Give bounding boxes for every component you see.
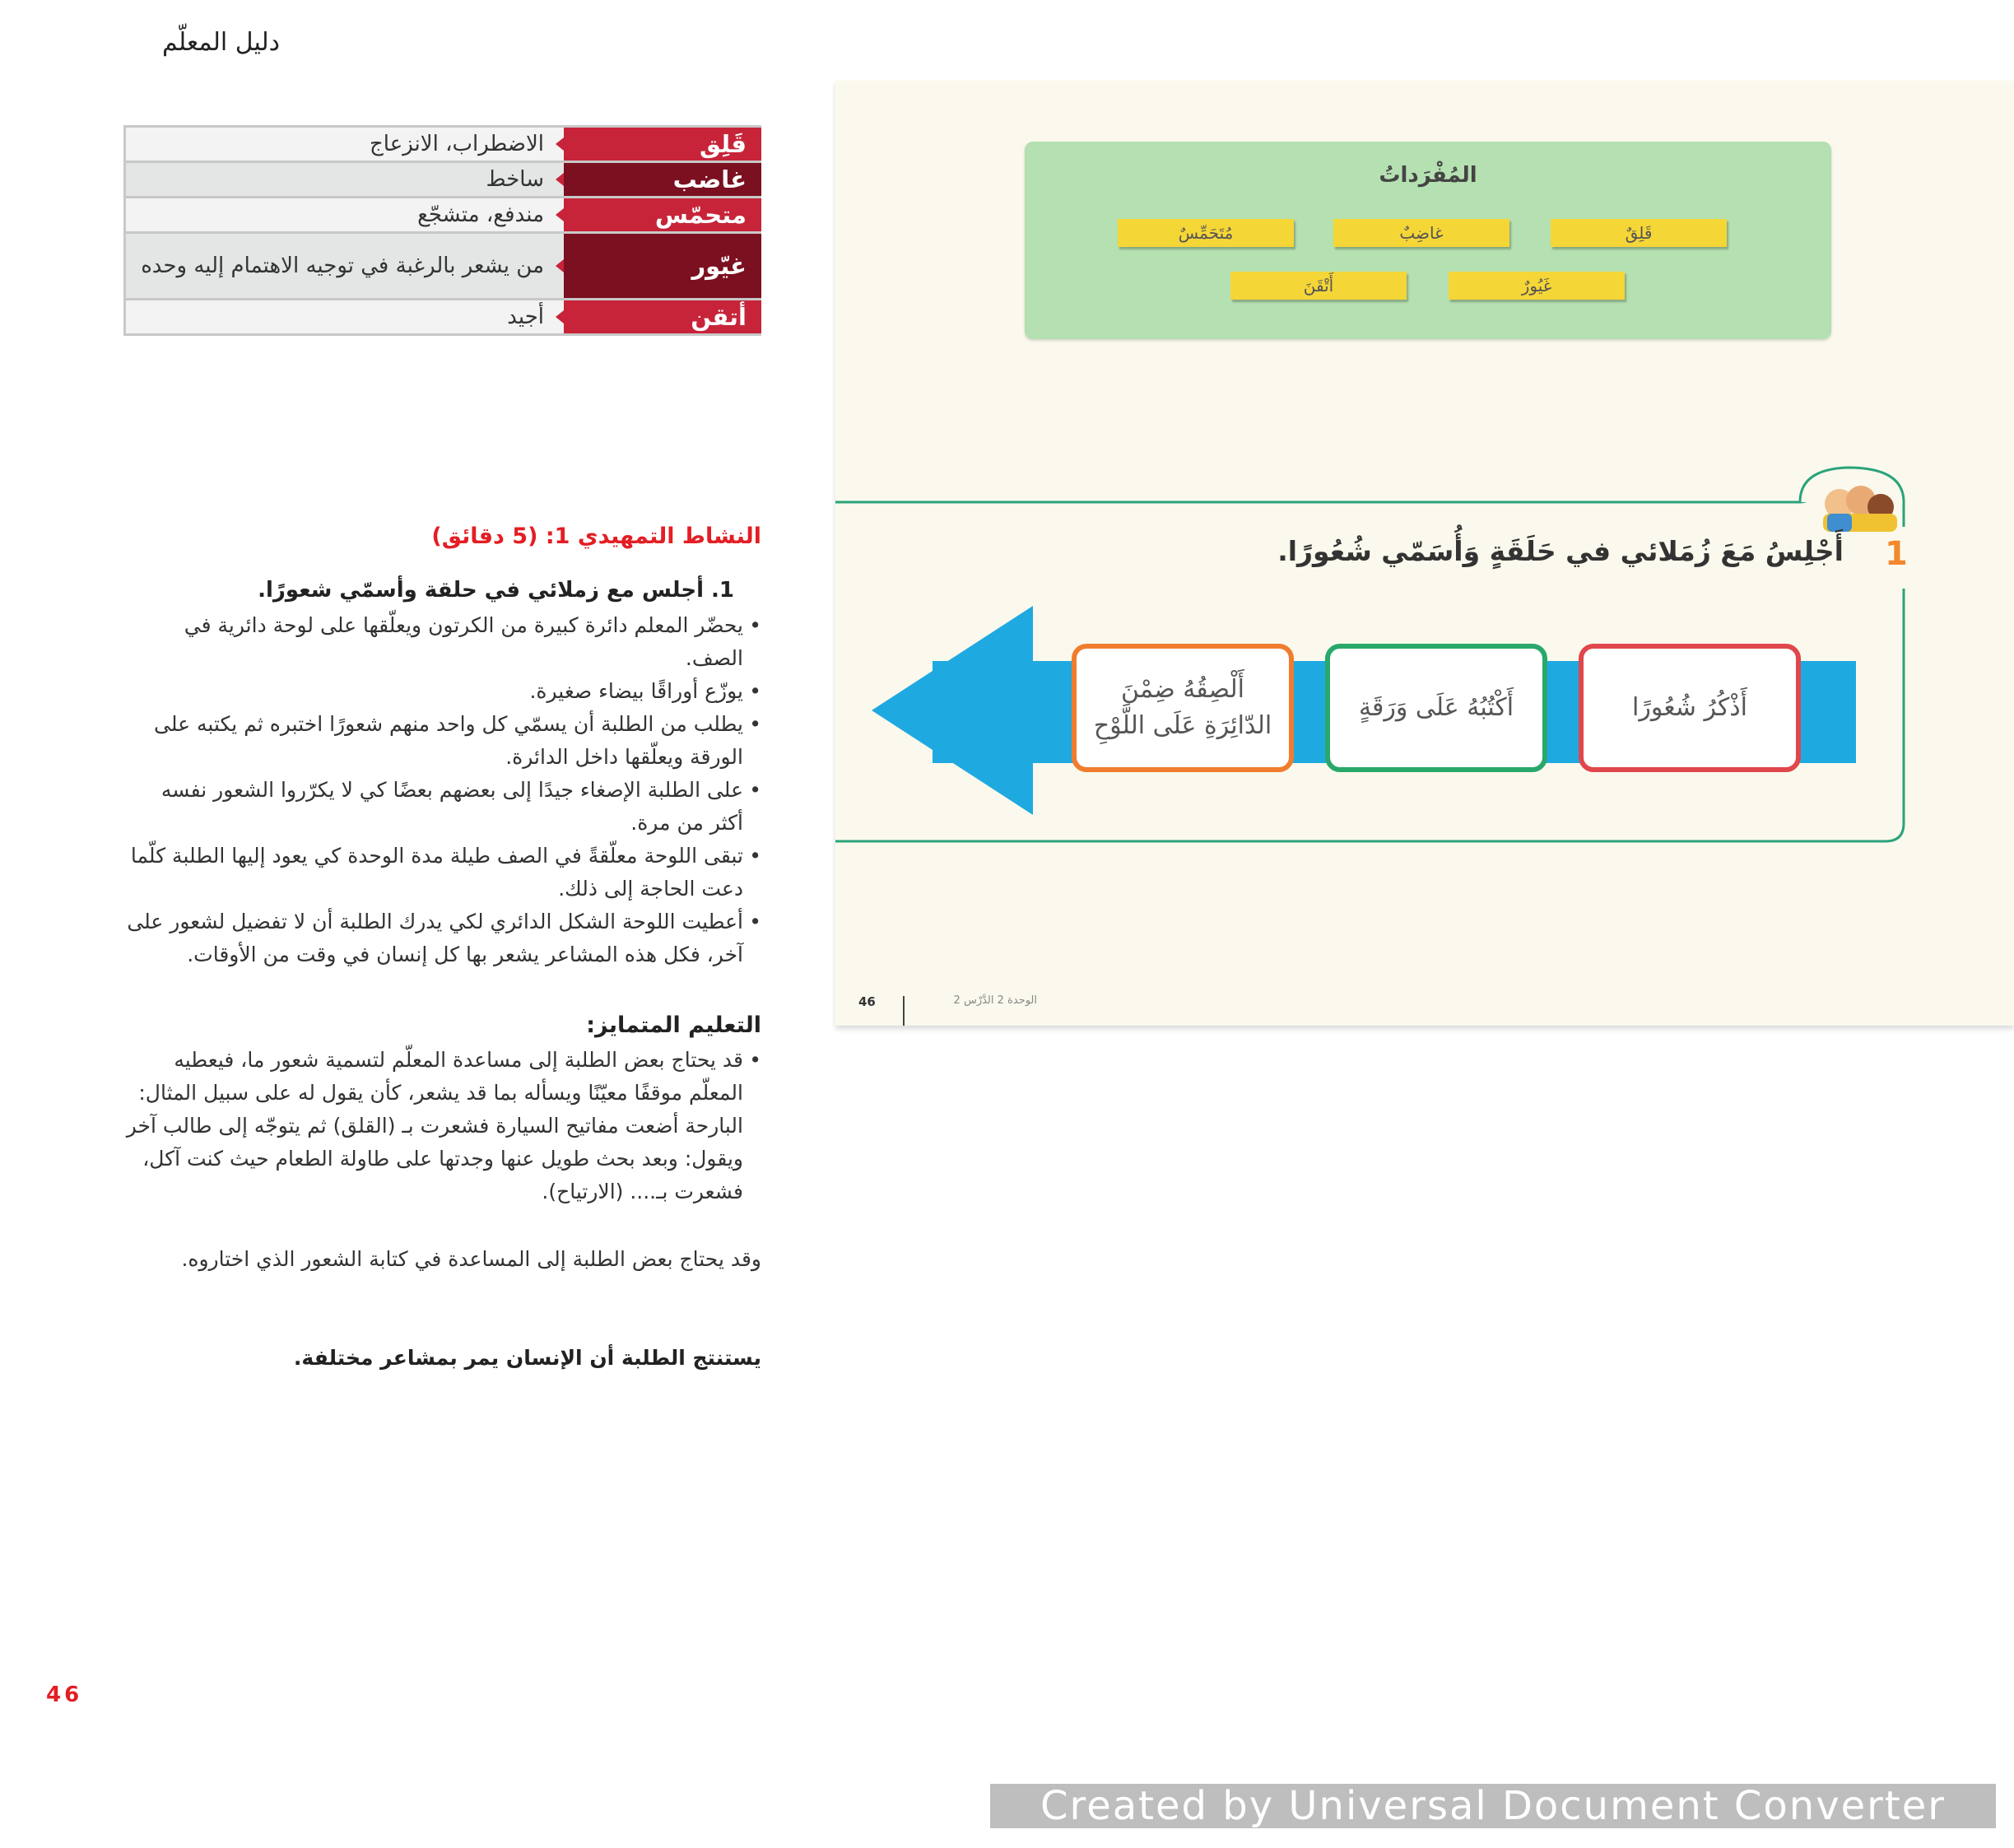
vocab-word: أتقن [564, 300, 761, 333]
footer-divider [903, 996, 905, 1026]
watermark-bar: Created by Universal Document Converter [990, 1784, 1996, 1828]
vocab-word: غيّور [564, 234, 761, 298]
differentiation-heading: التعليم المتمايز: [586, 1012, 761, 1038]
vocab-row [126, 300, 761, 333]
vocab-word: قَلِق [564, 128, 761, 161]
vocab-definition: الاضطراب، الانزعاج [126, 128, 564, 161]
step-box-write-paper: أَكْتُبُهُ عَلَى وَرَقَةٍ [1325, 644, 1547, 772]
conclusion-text: يستنتج الطلبة أن الإنسان يمر بمشاعر مختلفة. [293, 1346, 761, 1370]
vocab-definition: أجيد [126, 300, 564, 333]
vocab-definition: ساخط [126, 163, 564, 196]
bullet-item: • على الطلبة الإصغاء جيدًا إلى بعضهم بعضًا كي لا يكرّروا الشعور نفسه أكثر من مرة. [123, 774, 761, 840]
differentiation-extra: وقد يحتاج بعض الطلبة إلى المساعدة في كتابة الشعور الذي اختاروه. [181, 1247, 761, 1271]
vocab-row [126, 128, 761, 161]
step-box-mention-feeling: أَذْكُرُ شُعُورًا [1579, 644, 1801, 772]
vocab-chip: غَيُورٌ [1449, 272, 1625, 300]
book-page-number: 46 [858, 994, 876, 1009]
bullet-item: • تبقى اللوحة معلّقةً في الصف طيلة مدة الوحدة كي يعود إليها الطلبة كلّما دعت الحاجة إلى ذلك. [123, 840, 761, 905]
differentiation-bullets [123, 1044, 761, 1208]
page-number: 46 [46, 1683, 83, 1707]
bullet-item: • يحضّر المعلم دائرة كبيرة من الكرتون ويعلّقها على لوحة دائرية في الصف. [123, 609, 761, 675]
vocab-chip: قَلِقٌ [1551, 219, 1727, 247]
guide-title: دليل المعلّم [162, 28, 280, 57]
vocab-definition: من يشعر بالرغبة في توجيه الاهتمام إليه وحده [126, 234, 564, 298]
activity-heading: النشاط التمهيدي 1: (5 دقائق) [431, 524, 761, 549]
book-unit-label: الوحدة 2 الدَّرْس 2 [953, 994, 1037, 1007]
vocab-row [126, 163, 761, 196]
bullet-item: • يطلب من الطلبة أن يسمّي كل واحد منهم شعورًا اختبره ثم يكتبه على الورقة ويعلّقها داخل الدائرة. [123, 708, 761, 774]
vocab-word: غاضب [564, 163, 761, 196]
task-instruction: أَجْلِسُ مَعَ زُمَلائي في حَلَقَةٍ وَأُسَمّي شُعُورًا. [1277, 535, 1844, 567]
vocab-row [126, 234, 761, 298]
frame-top-line [835, 491, 1812, 502]
step-heading: 1. أجلس مع زملائي في حلقة وأسمّي شعورًا. [258, 578, 734, 603]
vocab-word: متحمّس [564, 198, 761, 231]
vocab-definition: مندفع، متشجّع [126, 198, 564, 231]
vocabulary-box-title: المُفْرَداتُ [1379, 163, 1477, 188]
vocab-chip: مُتَحَمِّسٌ [1118, 219, 1294, 247]
activity-bullets [123, 609, 761, 971]
bullet-item: • يوزّع أوراقًا بيضاء صغيرة. [123, 675, 761, 708]
vocab-chip: غاضِبٌ [1333, 219, 1509, 247]
vocabulary-table [123, 125, 761, 336]
task-number: 1 [1885, 535, 1908, 573]
bullet-item: • أعطيت اللوحة الشكل الدائري لكي يدرك الطلبة أن لا تفضيل لشعور على آخر، فكل هذه المشاعر يشعر بها كل إنسان في وقت من الأوقات. [123, 905, 761, 971]
vocab-chip: أَتْقَنَ [1230, 272, 1407, 300]
process-arrowhead [872, 606, 1033, 815]
step-box-stick-board: أَلْصِقُهُ ضِمْنَ الدّائِرَةِ عَلَى اللَّوْحِ [1072, 644, 1294, 772]
bullet-item: • قد يحتاج بعض الطلبة إلى مساعدة المعلّم لتسمية شعور ما، فيعطيه المعلّم موقفًا معيّنًا ويسأله بما قد يشعر، كأن يقول له على سبيل المثال: البارحة أضعت مفاتيح السيارة فشعرت بـ (القلق) ثم يتوجّه إلى طالب آخر ويقول: وبعد بحث طويل عنها وجدتها على طاولة الطعام حيث كنت آكل، فشعرت بـ.... (الارتياح). [123, 1044, 761, 1208]
vocab-row [126, 198, 761, 231]
